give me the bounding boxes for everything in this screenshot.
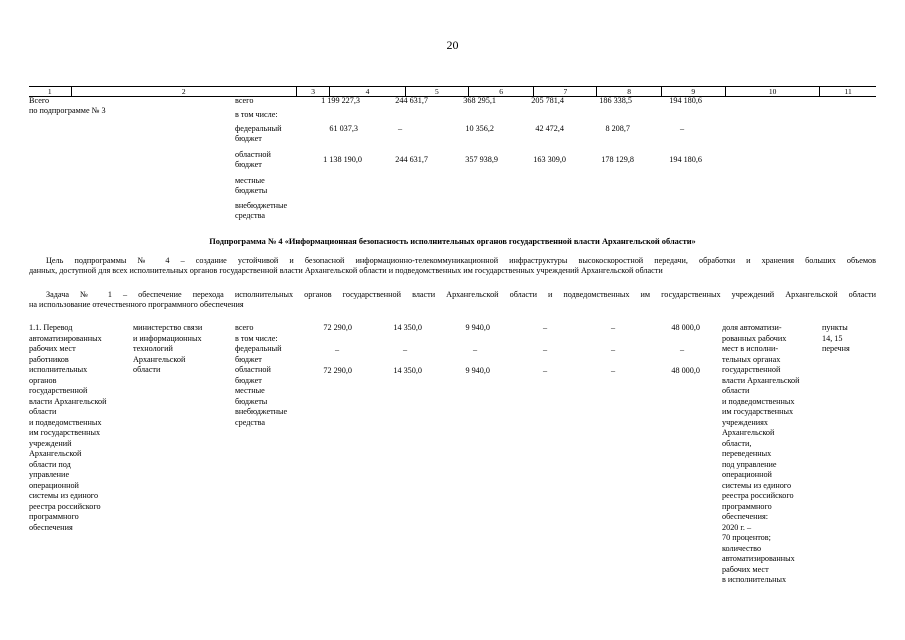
item-total-c5: 14 350,0	[393, 323, 422, 332]
total-federal-c9: –	[679, 124, 685, 133]
total-row-name: местные	[235, 176, 265, 185]
total-all-c5: 244 631,7	[395, 96, 428, 105]
total-regional-c6: 357 938,9	[465, 155, 498, 164]
total-all-c4: 1 199 227,3	[321, 96, 360, 105]
total-row-name: внебюджетные	[235, 201, 288, 210]
column-number-9: 9	[661, 87, 725, 96]
column-number-11: 11	[819, 87, 876, 96]
column-number-10: 10	[725, 87, 819, 96]
total-federal-c7: 42 472,4	[535, 124, 564, 133]
item-regional-c8: –	[610, 366, 616, 375]
total-regional-c9: 194 180,6	[669, 155, 702, 164]
column-number-7: 7	[533, 87, 596, 96]
total-regional-c5: 244 631,7	[395, 155, 428, 164]
task-line-1: Задача № 1 – обеспечение перехода исполнительных органов государственной власти Архангельской области и подведомственных им государственных учреждений Архангельской области	[46, 290, 876, 299]
total-row-name-cont: бюджеты	[235, 186, 268, 195]
item-total-c9: 48 000,0	[671, 323, 700, 332]
item-total-c6: 9 940,0	[465, 323, 490, 332]
item-federal-c8: –	[610, 345, 616, 354]
total-row-name: областной	[235, 150, 271, 159]
item-col10-text: доля автоматизи- рованных рабочих мест в исполни- тельных органах государственной власти Архангельской области и подведомственных им государственных учреждениях Архангельской области, переведенных под управление операционной системы из единого реестра российского программного обеспечения: 2020 г. – 70 процентов; количество автоматизированных рабочих мест в исполнительных	[722, 323, 800, 584]
total-all-c6: 368 295,1	[463, 96, 496, 105]
task-line-2: на использование отечественного программного обеспечения	[29, 300, 244, 309]
total-all-c7: 205 781,4	[531, 96, 564, 105]
total-federal-c8: 8 208,7	[605, 124, 630, 133]
item-regional-c6: 9 940,0	[465, 366, 490, 375]
item-federal-c5: –	[402, 345, 408, 354]
item-federal-c6: –	[472, 345, 478, 354]
item-col11-text: пункты 14, 15 перечня	[822, 323, 850, 353]
page-number: 20	[446, 38, 459, 52]
column-number-4: 4	[329, 87, 405, 96]
total-row-name-cont: бюджет	[235, 160, 262, 169]
item-total-c7: –	[542, 323, 548, 332]
total-all-c9: 194 180,6	[669, 96, 702, 105]
total-row-name-cont: средства	[235, 211, 266, 220]
item-federal-c4: –	[334, 345, 340, 354]
item-regional-c5: 14 350,0	[393, 366, 422, 375]
item-regional-c4: 72 290,0	[323, 366, 352, 375]
item-federal-c9: –	[679, 345, 685, 354]
total-row-name: всего	[235, 96, 254, 105]
goal-line-2: данных, доступной для всех исполнительных органов государственной власти Архангельской области и подведомственных им государственных учреждений Архангельской области	[29, 266, 663, 275]
total-regional-c8: 178 129,8	[601, 155, 634, 164]
item-col1-text: 1.1. Перевод автоматизированных рабочих мест работников исполнительных органов государственной власти Архангельской области и подведомственных им государственных учреждений Архангельской области под управление операционной системы из единого реестра российского программного обеспечения	[29, 323, 107, 532]
item-federal-c7: –	[542, 345, 548, 354]
item-total-c8: –	[610, 323, 616, 332]
total-row-name: федеральный	[235, 124, 282, 133]
item-col2-text: министерство связи и информационных технологий Архангельской области	[133, 323, 203, 374]
total-row-name: в том числе:	[235, 110, 278, 119]
column-number-8: 8	[596, 87, 660, 96]
total-all-c8: 186 338,5	[599, 96, 632, 105]
item-regional-c9: 48 000,0	[671, 366, 700, 375]
subprogram-title: Подпрограмма № 4 «Информационная безопасность исполнительных органов государственной власти Архангельской области»	[209, 237, 696, 246]
total-label-line1: Всего	[29, 96, 50, 105]
column-number-1: 1	[47, 87, 52, 96]
total-federal-c6: 10 356,2	[465, 124, 494, 133]
total-row-name-cont: бюджет	[235, 134, 262, 143]
total-regional-c4: 1 138 190,0	[323, 155, 362, 164]
item-total-c4: 72 290,0	[323, 323, 352, 332]
item-regional-c7: –	[542, 366, 548, 375]
column-number-2: 2	[71, 87, 297, 96]
total-regional-c7: 163 309,0	[533, 155, 566, 164]
goal-line-1: Цель подпрограммы № 4 – создание устойчивой и безопасной информационно-телекоммуникационной инфраструктуры высокоскоростной передачи, обработки и хранения больших объемов	[46, 256, 876, 265]
column-number-3: 3	[296, 87, 329, 96]
total-label-line2: по подпрограмме № 3	[29, 106, 106, 115]
column-number-6: 6	[468, 87, 533, 96]
item-col3-text: всего в том числе: федеральный бюджет областной бюджет местные бюджеты внебюджетные средства	[235, 323, 288, 427]
total-federal-c5: –	[397, 124, 403, 133]
total-federal-c4: 61 037,3	[329, 124, 358, 133]
column-number-5: 5	[405, 87, 468, 96]
